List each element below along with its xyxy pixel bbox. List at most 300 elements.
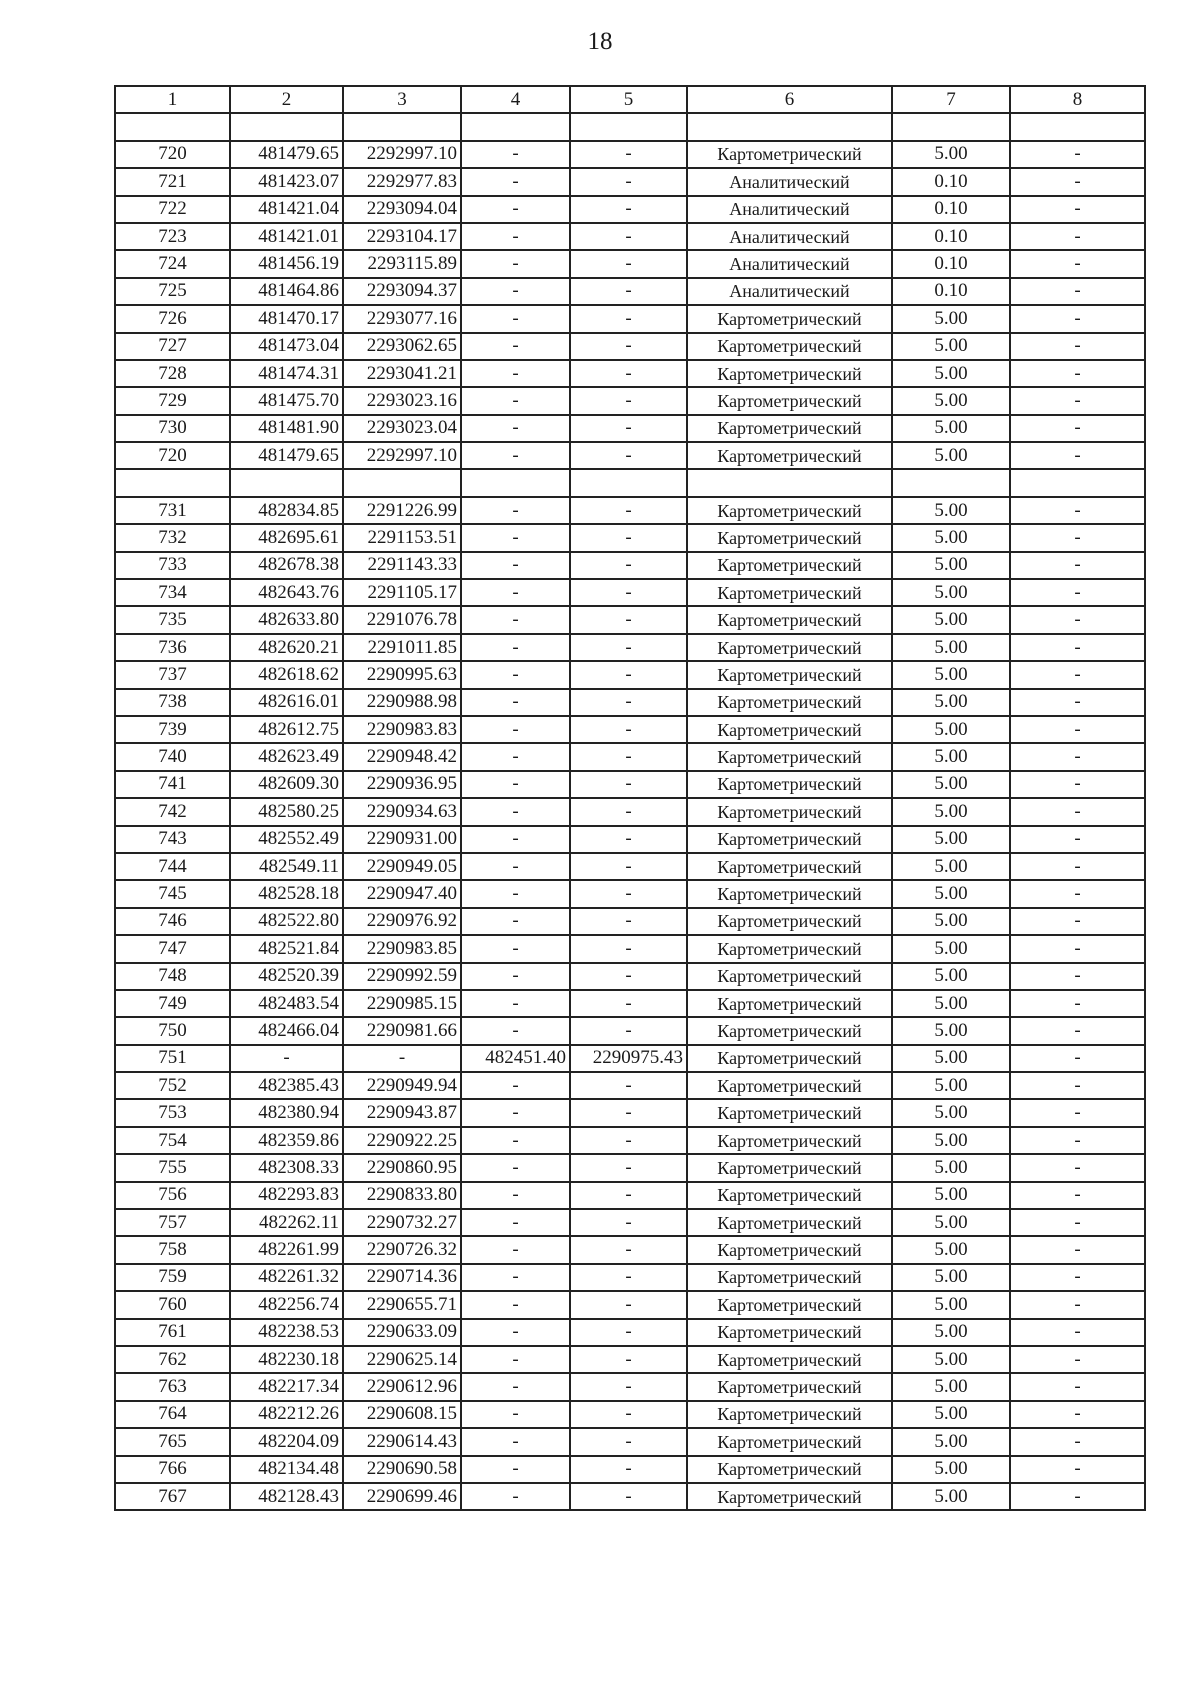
- table-row: [115, 771, 1145, 798]
- table-cell-col-2: 482483.54: [230, 990, 343, 1017]
- table-cell-col-6: Картометрический: [687, 634, 892, 661]
- table-cell-col-1: 741: [115, 771, 230, 798]
- table-cell-col-4: -: [461, 1291, 570, 1318]
- table-cell-col-1: 735: [115, 606, 230, 633]
- table-cell-col-2: 482466.04: [230, 1017, 343, 1044]
- table-cell-col-3: 2290614.43: [343, 1428, 461, 1455]
- table-row: [115, 853, 1145, 880]
- table-cell-col-7: 5.00: [892, 1428, 1010, 1455]
- table-cell-col-4: -: [461, 168, 570, 195]
- table-cell-col-7: 5.00: [892, 634, 1010, 661]
- table-cell-col-8: -: [1010, 606, 1145, 633]
- table-cell-col-7: 5.00: [892, 1483, 1010, 1510]
- table-cell-col-6: Картометрический: [687, 305, 892, 332]
- table-body: [115, 113, 1145, 1510]
- table-cell-col-2: 482230.18: [230, 1346, 343, 1373]
- table-cell-col-7: 5.00: [892, 1127, 1010, 1154]
- table-cell-col-3: 2290947.40: [343, 880, 461, 907]
- table-cell-col-6: Картометрический: [687, 606, 892, 633]
- table-cell-col-5: -: [570, 524, 687, 551]
- table-cell-col-7: 0.10: [892, 223, 1010, 250]
- table-row: [115, 743, 1145, 770]
- table-cell-col-3: 2290726.32: [343, 1236, 461, 1263]
- table-cell-col-5: -: [570, 1456, 687, 1483]
- table-cell-col-3: 2293023.04: [343, 415, 461, 442]
- table-cell-col-5: -: [570, 1401, 687, 1428]
- table-cell-col-7: 5.00: [892, 1209, 1010, 1236]
- table-cell-col-3: 2290655.71: [343, 1291, 461, 1318]
- table-cell-col-6: Картометрический: [687, 1017, 892, 1044]
- table-cell-col-7: 5.00: [892, 305, 1010, 332]
- column-header-2: 2: [230, 86, 343, 113]
- table-cell-col-2: 481474.31: [230, 360, 343, 387]
- table-cell-col-7: [892, 469, 1010, 496]
- table-cell-col-3: 2290931.00: [343, 826, 461, 853]
- table-row: [115, 579, 1145, 606]
- table-cell-col-7: 5.00: [892, 1182, 1010, 1209]
- table-cell-col-3: 2290699.46: [343, 1483, 461, 1510]
- table-cell-col-4: -: [461, 935, 570, 962]
- table-row: [115, 497, 1145, 524]
- table-cell-col-2: 482359.86: [230, 1127, 343, 1154]
- table-row: [115, 1373, 1145, 1400]
- table-cell-col-8: -: [1010, 689, 1145, 716]
- table-row: [115, 415, 1145, 442]
- table-row: [115, 661, 1145, 688]
- table-cell-col-2: [230, 113, 343, 140]
- table-cell-col-3: 2290612.96: [343, 1373, 461, 1400]
- table-cell-col-7: 5.00: [892, 689, 1010, 716]
- table-cell-col-5: -: [570, 1072, 687, 1099]
- table-cell-col-2: 482528.18: [230, 880, 343, 907]
- table-cell-col-4: -: [461, 1373, 570, 1400]
- table-cell-col-4: -: [461, 1072, 570, 1099]
- table-cell-col-7: 5.00: [892, 935, 1010, 962]
- table-cell-col-8: -: [1010, 250, 1145, 277]
- table-cell-col-7: 0.10: [892, 250, 1010, 277]
- table-cell-col-1: 747: [115, 935, 230, 962]
- table-cell-col-3: 2291011.85: [343, 634, 461, 661]
- table-row: [115, 1209, 1145, 1236]
- table-cell-col-4: -: [461, 360, 570, 387]
- table-cell-col-3: [343, 469, 461, 496]
- table-row: [115, 360, 1145, 387]
- table-cell-col-4: -: [461, 333, 570, 360]
- table-row: [115, 634, 1145, 661]
- table-cell-col-8: -: [1010, 579, 1145, 606]
- table-cell-col-1: 720: [115, 141, 230, 168]
- table-cell-col-8: -: [1010, 990, 1145, 1017]
- table-cell-col-8: -: [1010, 1236, 1145, 1263]
- table-cell-col-8: -: [1010, 442, 1145, 469]
- table-cell-col-8: -: [1010, 552, 1145, 579]
- table-cell-col-5: [570, 113, 687, 140]
- table-cell-col-4: -: [461, 579, 570, 606]
- table-cell-col-3: 2290992.59: [343, 963, 461, 990]
- table-cell-col-1: 744: [115, 853, 230, 880]
- table-cell-col-7: 5.00: [892, 798, 1010, 825]
- table-cell-col-2: 482262.11: [230, 1209, 343, 1236]
- table-cell-col-2: 482256.74: [230, 1291, 343, 1318]
- table-row: [115, 1483, 1145, 1510]
- table-cell-col-7: 5.00: [892, 524, 1010, 551]
- table-cell-col-3: 2293104.17: [343, 223, 461, 250]
- table-cell-col-3: 2290714.36: [343, 1264, 461, 1291]
- table-row: [115, 333, 1145, 360]
- table-cell-col-3: 2293115.89: [343, 250, 461, 277]
- table-cell-col-3: 2290995.63: [343, 661, 461, 688]
- table-cell-col-5: -: [570, 880, 687, 907]
- table-cell-col-1: [115, 469, 230, 496]
- table-cell-col-2: 481473.04: [230, 333, 343, 360]
- table-cell-col-1: 722: [115, 196, 230, 223]
- table-cell-col-1: 766: [115, 1456, 230, 1483]
- table-cell-col-7: 5.00: [892, 497, 1010, 524]
- table-row: [115, 1264, 1145, 1291]
- table-cell-col-3: 2293041.21: [343, 360, 461, 387]
- table-cell-col-2: 482643.76: [230, 579, 343, 606]
- table-cell-col-3: 2291076.78: [343, 606, 461, 633]
- table-cell-col-2: 482549.11: [230, 853, 343, 880]
- table-cell-col-3: 2290949.94: [343, 1072, 461, 1099]
- table-cell-col-8: -: [1010, 1428, 1145, 1455]
- table-cell-col-3: 2290690.58: [343, 1456, 461, 1483]
- table-cell-col-2: 481475.70: [230, 387, 343, 414]
- table-cell-col-6: Аналитический: [687, 223, 892, 250]
- table-cell-col-5: -: [570, 1264, 687, 1291]
- table-cell-col-3: 2290625.14: [343, 1346, 461, 1373]
- table-cell-col-6: Картометрический: [687, 963, 892, 990]
- table-cell-col-6: Картометрический: [687, 442, 892, 469]
- table-cell-col-1: 721: [115, 168, 230, 195]
- table-cell-col-2: 481479.65: [230, 141, 343, 168]
- table-cell-col-7: 5.00: [892, 661, 1010, 688]
- table-cell-col-1: 750: [115, 1017, 230, 1044]
- table-row: [115, 716, 1145, 743]
- table-cell-col-5: -: [570, 1017, 687, 1044]
- table-cell-col-6: Картометрический: [687, 798, 892, 825]
- table-row: [115, 1291, 1145, 1318]
- table-cell-col-6: Картометрический: [687, 1264, 892, 1291]
- table-cell-col-5: -: [570, 1291, 687, 1318]
- table-cell-col-3: [343, 113, 461, 140]
- table-row: [115, 1099, 1145, 1126]
- table-cell-col-6: Аналитический: [687, 168, 892, 195]
- table-cell-col-2: 481421.04: [230, 196, 343, 223]
- table-cell-col-6: Картометрический: [687, 1428, 892, 1455]
- table-cell-col-5: -: [570, 1373, 687, 1400]
- table-cell-col-1: 755: [115, 1154, 230, 1181]
- table-cell-col-1: 723: [115, 223, 230, 250]
- table-cell-col-6: Картометрический: [687, 716, 892, 743]
- table-cell-col-2: 482217.34: [230, 1373, 343, 1400]
- table-cell-col-8: -: [1010, 415, 1145, 442]
- table-cell-col-7: 5.00: [892, 1319, 1010, 1346]
- table-row: [115, 524, 1145, 551]
- table-cell-col-2: 482552.49: [230, 826, 343, 853]
- table-cell-col-2: -: [230, 1045, 343, 1072]
- table-cell-col-7: 5.00: [892, 990, 1010, 1017]
- table-cell-col-7: 5.00: [892, 853, 1010, 880]
- table-row: [115, 1127, 1145, 1154]
- table-cell-col-2: 482609.30: [230, 771, 343, 798]
- table-cell-col-3: 2290936.95: [343, 771, 461, 798]
- table-cell-col-5: -: [570, 196, 687, 223]
- table-cell-col-5: -: [570, 716, 687, 743]
- table-row: [115, 223, 1145, 250]
- table-cell-col-8: -: [1010, 168, 1145, 195]
- table-cell-col-5: -: [570, 1099, 687, 1126]
- table-cell-col-8: -: [1010, 1127, 1145, 1154]
- table-cell-col-8: -: [1010, 1154, 1145, 1181]
- table-cell-col-2: 482261.32: [230, 1264, 343, 1291]
- table-cell-col-3: 2291143.33: [343, 552, 461, 579]
- table-cell-col-4: -: [461, 1236, 570, 1263]
- table-cell-col-4: -: [461, 1017, 570, 1044]
- table-cell-col-1: 761: [115, 1319, 230, 1346]
- table-cell-col-1: 762: [115, 1346, 230, 1373]
- table-cell-col-7: 5.00: [892, 1401, 1010, 1428]
- table-cell-col-3: 2293062.65: [343, 333, 461, 360]
- table-row: [115, 1401, 1145, 1428]
- table-cell-col-4: -: [461, 552, 570, 579]
- table-cell-col-2: 482308.33: [230, 1154, 343, 1181]
- table-cell-col-5: -: [570, 1319, 687, 1346]
- table-cell-col-6: Картометрический: [687, 360, 892, 387]
- table-cell-col-6: Картометрический: [687, 1072, 892, 1099]
- table-cell-col-6: Картометрический: [687, 1182, 892, 1209]
- table-cell-col-8: -: [1010, 524, 1145, 551]
- table-cell-col-1: 729: [115, 387, 230, 414]
- table-cell-col-5: -: [570, 497, 687, 524]
- table-cell-col-5: -: [570, 908, 687, 935]
- table-cell-col-4: -: [461, 771, 570, 798]
- table-cell-col-2: 481464.86: [230, 278, 343, 305]
- table-cell-col-4: [461, 469, 570, 496]
- table-cell-col-8: -: [1010, 661, 1145, 688]
- table-cell-col-4: -: [461, 415, 570, 442]
- column-header-7: 7: [892, 86, 1010, 113]
- page-number: 18: [587, 28, 613, 55]
- table-cell-col-1: 764: [115, 1401, 230, 1428]
- table-cell-col-2: 482204.09: [230, 1428, 343, 1455]
- table-cell-col-7: 0.10: [892, 278, 1010, 305]
- table-cell-col-3: 2290732.27: [343, 1209, 461, 1236]
- table-cell-col-3: 2290608.15: [343, 1401, 461, 1428]
- table-cell-col-6: Картометрический: [687, 552, 892, 579]
- table-cell-col-3: 2292977.83: [343, 168, 461, 195]
- table-row: [115, 250, 1145, 277]
- table-cell-col-5: -: [570, 1483, 687, 1510]
- table-cell-col-6: Аналитический: [687, 250, 892, 277]
- table-cell-col-2: 482238.53: [230, 1319, 343, 1346]
- table-cell-col-5: -: [570, 1154, 687, 1181]
- table-cell-col-3: 2293094.37: [343, 278, 461, 305]
- table-row: [115, 1182, 1145, 1209]
- table-cell-col-4: -: [461, 606, 570, 633]
- table-cell-col-3: 2290985.15: [343, 990, 461, 1017]
- column-header-6: 6: [687, 86, 892, 113]
- table-cell-col-8: -: [1010, 305, 1145, 332]
- table-cell-col-2: 482128.43: [230, 1483, 343, 1510]
- table-cell-col-4: -: [461, 1209, 570, 1236]
- table-cell-col-6: Картометрический: [687, 1456, 892, 1483]
- table-cell-col-3: 2290976.92: [343, 908, 461, 935]
- table-cell-col-2: 482134.48: [230, 1456, 343, 1483]
- table-row: [115, 305, 1145, 332]
- table-cell-col-5: -: [570, 1209, 687, 1236]
- table-cell-col-6: Картометрический: [687, 826, 892, 853]
- table-cell-col-4: [461, 113, 570, 140]
- table-cell-col-5: -: [570, 963, 687, 990]
- table-cell-col-1: 752: [115, 1072, 230, 1099]
- table-cell-col-4: -: [461, 196, 570, 223]
- table-cell-col-8: [1010, 113, 1145, 140]
- table-cell-col-8: -: [1010, 1182, 1145, 1209]
- table-cell-col-7: 5.00: [892, 552, 1010, 579]
- table-cell-col-8: -: [1010, 771, 1145, 798]
- table-cell-col-2: 482618.62: [230, 661, 343, 688]
- table-cell-col-4: -: [461, 743, 570, 770]
- table-cell-col-8: -: [1010, 634, 1145, 661]
- table-row: [115, 689, 1145, 716]
- table-cell-col-5: -: [570, 305, 687, 332]
- table-cell-col-5: -: [570, 1127, 687, 1154]
- table-cell-col-5: -: [570, 223, 687, 250]
- table-cell-col-6: Картометрический: [687, 579, 892, 606]
- table-cell-col-6: [687, 469, 892, 496]
- table-row: [115, 196, 1145, 223]
- table-row: [115, 606, 1145, 633]
- table-cell-col-1: 725: [115, 278, 230, 305]
- column-header-1: 1: [115, 86, 230, 113]
- table-row: [115, 880, 1145, 907]
- table-cell-col-8: -: [1010, 743, 1145, 770]
- table-row: [115, 442, 1145, 469]
- table-cell-col-2: 482623.49: [230, 743, 343, 770]
- table-cell-col-5: -: [570, 1346, 687, 1373]
- table-cell-col-2: 481421.01: [230, 223, 343, 250]
- table-cell-col-3: 2293023.16: [343, 387, 461, 414]
- table-cell-col-7: 0.10: [892, 196, 1010, 223]
- table-cell-col-3: 2290983.85: [343, 935, 461, 962]
- table-cell-col-7: 5.00: [892, 1264, 1010, 1291]
- table-cell-col-7: 5.00: [892, 826, 1010, 853]
- table-cell-col-4: -: [461, 1264, 570, 1291]
- table-cell-col-1: 759: [115, 1264, 230, 1291]
- table-cell-col-5: -: [570, 689, 687, 716]
- table-cell-col-2: [230, 469, 343, 496]
- table-cell-col-5: -: [570, 168, 687, 195]
- table-cell-col-5: -: [570, 387, 687, 414]
- table-cell-col-5: -: [570, 1182, 687, 1209]
- column-header-4: 4: [461, 86, 570, 113]
- table-cell-col-2: 482616.01: [230, 689, 343, 716]
- table-cell-col-2: 482695.61: [230, 524, 343, 551]
- table-row: [115, 1319, 1145, 1346]
- table-cell-col-1: 760: [115, 1291, 230, 1318]
- table-cell-col-7: 5.00: [892, 1346, 1010, 1373]
- table-row: [115, 1428, 1145, 1455]
- table-cell-col-6: Картометрический: [687, 853, 892, 880]
- table-cell-col-6: Картометрический: [687, 935, 892, 962]
- table-cell-col-1: 754: [115, 1127, 230, 1154]
- table-cell-col-1: 740: [115, 743, 230, 770]
- table-cell-col-3: 2290981.66: [343, 1017, 461, 1044]
- table-cell-col-3: 2292997.10: [343, 141, 461, 168]
- table-cell-col-1: [115, 113, 230, 140]
- table-cell-col-1: 749: [115, 990, 230, 1017]
- table-cell-col-5: -: [570, 333, 687, 360]
- table-cell-col-2: 481481.90: [230, 415, 343, 442]
- table-row: [115, 278, 1145, 305]
- table-cell-col-4: -: [461, 1154, 570, 1181]
- table-cell-col-6: Картометрический: [687, 1319, 892, 1346]
- table-cell-col-8: -: [1010, 1483, 1145, 1510]
- table-cell-col-7: 5.00: [892, 743, 1010, 770]
- table-cell-col-6: [687, 113, 892, 140]
- table-cell-col-4: -: [461, 908, 570, 935]
- table-cell-col-5: -: [570, 1236, 687, 1263]
- table-cell-col-8: -: [1010, 1401, 1145, 1428]
- table-cell-col-8: -: [1010, 1456, 1145, 1483]
- table-cell-col-3: 2290983.83: [343, 716, 461, 743]
- table-cell-col-5: -: [570, 415, 687, 442]
- table-cell-col-8: -: [1010, 1045, 1145, 1072]
- table-cell-col-6: Картометрический: [687, 1127, 892, 1154]
- table-cell-col-2: 482520.39: [230, 963, 343, 990]
- table-cell-col-1: 732: [115, 524, 230, 551]
- table-cell-col-6: Картометрический: [687, 387, 892, 414]
- coordinates-table: [114, 85, 1146, 1511]
- table-cell-col-8: -: [1010, 826, 1145, 853]
- table-cell-col-6: Картометрический: [687, 1346, 892, 1373]
- table-cell-col-1: 727: [115, 333, 230, 360]
- table-cell-col-8: -: [1010, 1017, 1145, 1044]
- table-row: [115, 798, 1145, 825]
- table-cell-col-2: 482834.85: [230, 497, 343, 524]
- table-cell-col-2: 482633.80: [230, 606, 343, 633]
- table-cell-col-8: -: [1010, 223, 1145, 250]
- table-cell-col-8: -: [1010, 963, 1145, 990]
- table-cell-col-1: 743: [115, 826, 230, 853]
- table-cell-col-6: Картометрический: [687, 880, 892, 907]
- table-cell-col-8: [1010, 469, 1145, 496]
- table-cell-col-8: -: [1010, 1291, 1145, 1318]
- table-cell-col-3: 2290988.98: [343, 689, 461, 716]
- table-cell-col-5: -: [570, 552, 687, 579]
- table-cell-col-4: -: [461, 880, 570, 907]
- table-cell-col-3: 2291153.51: [343, 524, 461, 551]
- table-cell-col-4: -: [461, 1456, 570, 1483]
- table-cell-col-4: -: [461, 1428, 570, 1455]
- table-cell-col-4: -: [461, 250, 570, 277]
- table-cell-col-3: 2290948.42: [343, 743, 461, 770]
- table-row: [115, 1346, 1145, 1373]
- table-cell-col-1: 753: [115, 1099, 230, 1126]
- table-cell-col-1: 742: [115, 798, 230, 825]
- table-cell-col-7: 5.00: [892, 908, 1010, 935]
- header-row: [115, 86, 1145, 113]
- table-cell-col-5: -: [570, 661, 687, 688]
- table-cell-col-8: -: [1010, 935, 1145, 962]
- table-row: [115, 1017, 1145, 1044]
- table-cell-col-1: 737: [115, 661, 230, 688]
- table-cell-col-3: 2290922.25: [343, 1127, 461, 1154]
- table-cell-col-8: -: [1010, 360, 1145, 387]
- table-cell-col-6: Картометрический: [687, 1401, 892, 1428]
- table-cell-col-4: -: [461, 223, 570, 250]
